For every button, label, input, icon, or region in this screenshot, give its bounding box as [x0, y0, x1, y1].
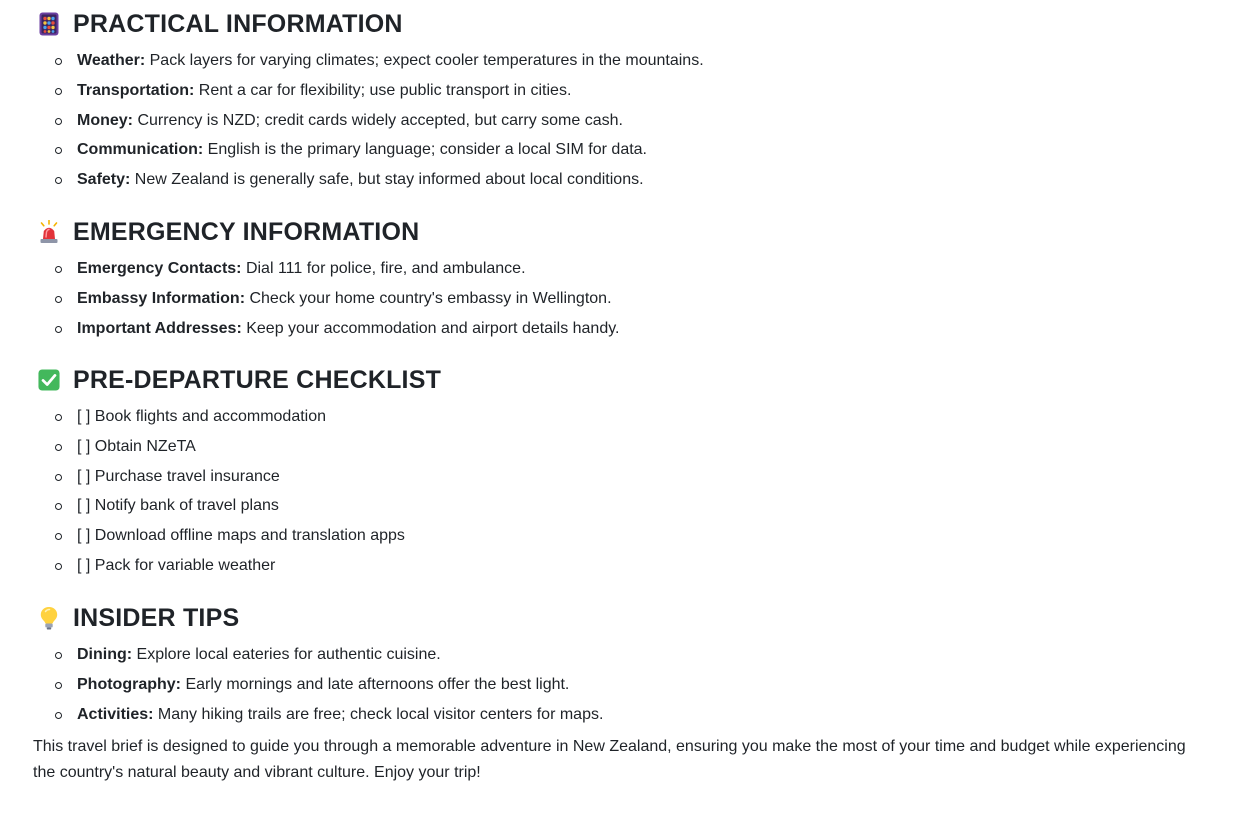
checklist-item — [33, 402, 441, 432]
item-label: Dining: — [77, 646, 133, 663]
checklist-item — [33, 491, 441, 521]
item-text: [ ] Pack for variable weather — [77, 556, 276, 574]
list-item — [33, 700, 603, 730]
item-label: Weather: — [77, 52, 146, 69]
list-item — [33, 284, 619, 314]
pre-departure-checklist-section — [33, 365, 441, 581]
item-text: [ ] Notify bank of travel plans — [77, 497, 279, 515]
section-heading — [33, 217, 619, 247]
item-text: Check your home country's embassy in Wellington. — [245, 289, 612, 307]
item-text: Rent a car for flexibility; use public transport in cities. — [194, 81, 572, 99]
emergency-information-section — [33, 217, 619, 343]
check-mark-button-icon — [38, 368, 60, 392]
section-title: EMERGENCY INFORMATION — [73, 217, 420, 246]
item-label: Transportation: — [77, 81, 195, 99]
list-item — [33, 106, 704, 136]
section-title: PRE-DEPARTURE CHECKLIST — [73, 365, 442, 394]
list-item — [33, 76, 704, 106]
checklist-item — [33, 462, 441, 492]
item-text: Currency is NZD; credit cards widely accepted, but carry some cash. — [133, 111, 623, 129]
insider-tips-section — [33, 603, 603, 729]
checklist-item — [33, 551, 441, 581]
list-item — [33, 46, 704, 76]
practical-information-list — [33, 46, 704, 195]
list-item — [33, 670, 603, 700]
list-item — [33, 640, 603, 670]
list-item — [33, 135, 704, 165]
item-text: [ ] Purchase travel insurance — [77, 467, 280, 485]
item-label: Activities: — [77, 705, 154, 723]
item-text: [ ] Obtain NZeTA — [77, 437, 196, 455]
list-item — [33, 254, 619, 284]
item-text: New Zealand is generally safe, but stay informed about local conditions. — [130, 171, 644, 189]
item-text: Pack layers for varying climates; expect cooler temperatures in the mountains. — [145, 52, 704, 69]
section-title: PRACTICAL INFORMATION — [73, 9, 403, 38]
item-text: [ ] Download offline maps and translation apps — [77, 527, 405, 545]
item-label: Safety: — [77, 171, 131, 189]
section-heading — [33, 603, 603, 633]
item-text: Early mornings and late afternoons offer the best light. — [181, 675, 570, 693]
item-text: English is the primary language; consider a local SIM for data. — [203, 141, 647, 159]
siren-icon — [38, 220, 60, 244]
checklist-item — [33, 521, 441, 551]
insider-tips-list — [33, 640, 603, 729]
closing-paragraph: This travel brief is designed to guide you through a memorable adventure in New Zealand, ensuring you make the most of your time and budget while experiencing the country's natural beauty and vibrant culture. Enjoy your trip! — [33, 738, 1186, 781]
item-label: Embassy Information: — [77, 289, 246, 307]
item-label: Emergency Contacts: — [77, 260, 242, 277]
item-label: Photography: — [77, 675, 181, 693]
section-title: INSIDER TIPS — [73, 603, 240, 632]
item-text: Explore local eateries for authentic cuisine. — [132, 646, 441, 663]
practical-information-section — [33, 9, 704, 195]
item-text: Keep your accommodation and airport details handy. — [241, 319, 620, 337]
item-text: [ ] Book flights and accommodation — [77, 408, 327, 425]
section-heading — [33, 365, 441, 395]
item-text: Dial 111 for police, fire, and ambulance. — [241, 260, 526, 277]
list-item — [33, 165, 704, 195]
item-label: Important Addresses: — [77, 319, 242, 337]
item-label: Communication: — [77, 141, 204, 159]
item-label: Money: — [77, 111, 133, 129]
list-item — [33, 314, 619, 344]
checklist-item — [33, 432, 441, 462]
emergency-information-list — [33, 254, 619, 343]
light-bulb-icon — [38, 606, 60, 630]
pre-departure-checklist — [33, 402, 441, 581]
section-heading — [33, 9, 704, 39]
item-text: Many hiking trails are free; check local visitor centers for maps. — [153, 705, 604, 723]
abacus-icon — [38, 12, 60, 36]
